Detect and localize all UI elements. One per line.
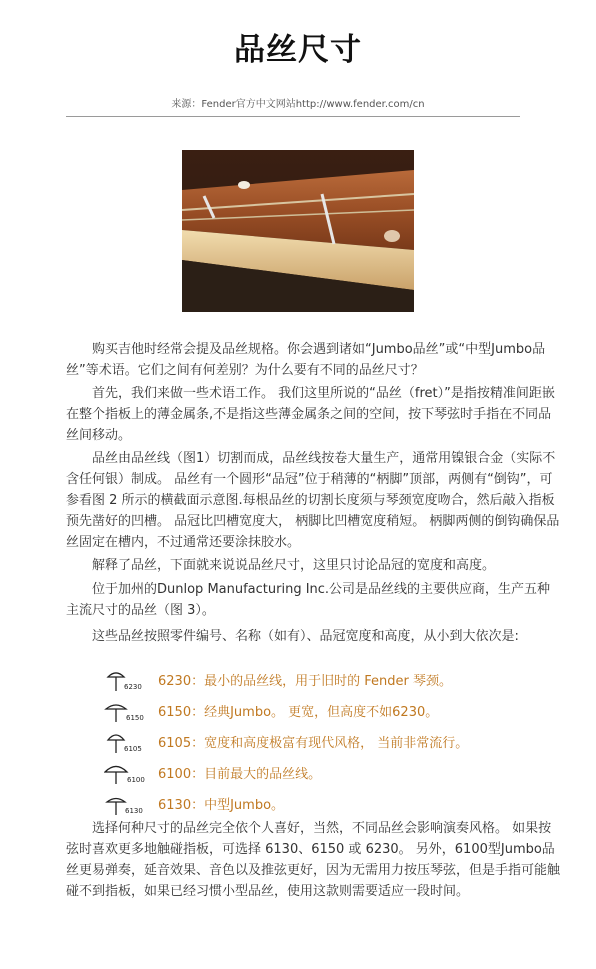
fret-size-list (104, 664, 564, 819)
source-line: 来源：Fender官方中文网站http://www.fender.com/cn (171, 99, 425, 110)
fret-code-label: 6230 (124, 682, 142, 691)
fret-cross-section-icon (104, 760, 152, 786)
paragraph-conclusion: 选择何种尺寸的品丝完全依个人喜好，当然，不同品丝会影响演奏风格。 如果按弦时喜欢更多地触碰指板，可选择 6130、6150 或 6230。 另外，6100型Jumbo品丝更易弹奏，延音效果、音色以及推弦更好，因为无需用力按压琴弦，但是手指可能触碰不到指板，如果已经习惯小型品丝，使用这款则需要适应一段时间。 (66, 821, 561, 899)
fret-code-label: 6105 (124, 744, 142, 753)
fret-description: 6230：最小的品丝线，用于旧时的 Fender 琴颈。 (158, 674, 452, 689)
fret-cross-section-icon (104, 729, 152, 755)
fret-cross-section-icon (104, 698, 152, 724)
paragraph-list-intro: 这些品丝按照零件编号、名称（如有）、品冠宽度和高度，从小到大依次是: (92, 629, 519, 644)
fret-cross-section-icon (104, 791, 152, 817)
fret-description: 6150：经典Jumbo。 更宽，但高度不如6230。 (158, 705, 439, 720)
paragraph-intro: 购买吉他时经常会提及品丝规格。你会遇到诸如“Jumbo品丝”或“中型Jumbo品丝”等术语。它们之间有何差别？为什么要有不同的品丝尺寸？ (66, 342, 546, 378)
paragraph-size-intro: 解释了品丝，下面就来说说品丝尺寸，这里只讨论品冠的宽度和高度。 (92, 558, 496, 573)
page-title: 品丝尺寸 (234, 32, 362, 68)
fret-code-label: 6130 (125, 806, 143, 815)
fret-item-6100 (104, 757, 564, 788)
fret-item-6130 (104, 788, 564, 819)
fret-item-6105 (104, 726, 564, 757)
fret-code-label: 6100 (127, 775, 145, 784)
fret-description: 6130：中型Jumbo。 (158, 798, 285, 813)
fret-item-6230 (104, 664, 564, 695)
fret-code-label: 6150 (126, 713, 144, 722)
fret-description: 6100：目前最大的品丝线。 (158, 767, 322, 782)
fret-item-6150 (104, 695, 564, 726)
divider (66, 116, 520, 117)
paragraph-terminology: 首先，我们来做一些术语工作。 我们这里所说的“品丝（fret）”是指按精准间距嵌在整个指板上的薄金属条,不是指这些薄金属条之间的空间，按下琴弦时手指在不同品丝间移动。 (66, 386, 555, 443)
fret-description: 6105：宽度和高度极富有现代风格， 当前非常流行。 (158, 736, 469, 751)
paragraph-fret-wire: 品丝由品丝线（图1）切割而成，品丝线按卷大量生产，通常用镍银合金（实际不含任何银）制成。 品丝有一个圆形“品冠”位于稍薄的“柄脚”顶部，两侧有“倒钩”，可参看图 2 所示的横截面示意图.每根品丝的切割长度须与琴颈宽度吻合，然后敲入指板预先凿好的凹槽。 品冠比凹槽宽度大， 柄脚比凹槽宽度稍短。 柄脚两侧的倒钩确保品丝固定在槽内，不过通常还要涂抹胶水。 (66, 451, 560, 550)
paragraph-dunlop: 位于加州的Dunlop Manufacturing Inc.公司是品丝线的主要供应商，生产五种主流尺寸的品丝（图 3）。 (66, 582, 551, 618)
fret-cross-section-icon (104, 667, 152, 693)
fretboard-photo (182, 150, 414, 312)
guitar-fretboard-image (182, 150, 414, 312)
